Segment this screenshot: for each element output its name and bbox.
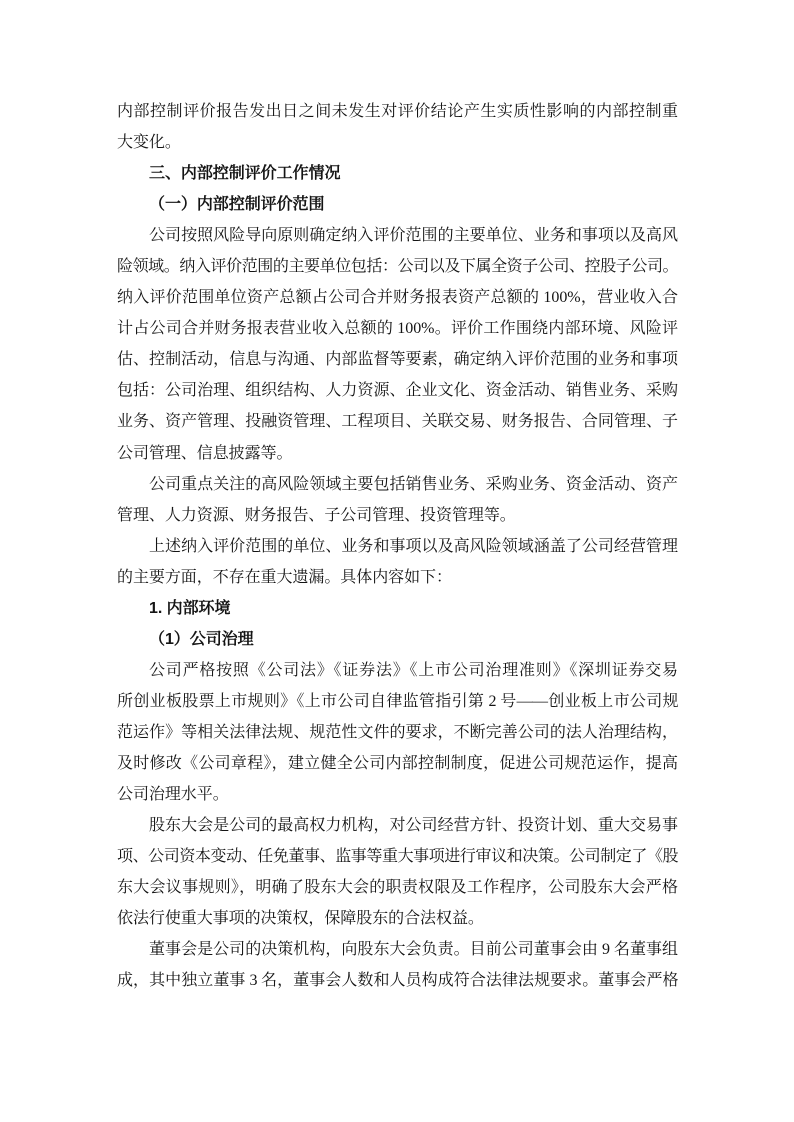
text-line: 上述纳入评价范围的单位、业务和事项以及高风险领域涵盖了公司经营管理: [149, 537, 678, 555]
text-line: 估、控制活动，信息与沟通、内部监督等要素，确定纳入评价范围的业务和事项: [117, 351, 678, 369]
text-line: 公司严格按照《公司法》《证券法》《上市公司治理准则》《深圳证券交易: [149, 661, 678, 679]
text-line: 的主要方面，不存在重大遗漏。具体内容如下：: [117, 568, 452, 586]
heading-line: （1）公司治理: [149, 630, 254, 648]
text-line: 险领域。纳入评价范围的主要单位包括：公司以及下属全资子公司、控股子公司。: [117, 258, 678, 276]
text-line: 公司重点关注的高风险领域主要包括销售业务、采购业务、资金活动、资产: [149, 475, 678, 493]
text-line: 包括：公司治理、组织结构、人力资源、企业文化、资金活动、销售业务、采购: [117, 382, 678, 400]
text-line: 纳入评价范围单位资产总额占公司合并财务报表资产总额的 100%，营业收入合: [117, 289, 678, 307]
text-line: 业务、资产管理、投融资管理、工程项目、关联交易、财务报告、合同管理、子: [117, 413, 678, 431]
text-line: 项、公司资本变动、任免董事、监事等重大事项进行审议和决策。公司制定了《股: [117, 848, 678, 866]
text-line: 计占公司合并财务报表营业收入总额的 100%。评价工作围绕内部环境、风险评: [117, 320, 678, 338]
text-line: 管理、人力资源、财务报告、子公司管理、投资管理等。: [117, 506, 516, 524]
text-line: 东大会议事规则》，明确了股东大会的职责权限及工作程序，公司股东大会严格: [117, 879, 678, 897]
text-line: 股东大会是公司的最高权力机构，对公司经营方针、投资计划、重大交易事: [149, 817, 678, 835]
text-line: 及时修改《公司章程》，建立健全公司内部控制制度，促进公司规范运作，提高: [117, 754, 678, 772]
text-line: 公司按照风险导向原则确定纳入评价范围的主要单位、业务和事项以及高风: [149, 227, 678, 245]
text-line: 成，其中独立董事 3 名，董事会人数和人员构成符合法律法规要求。董事会严格: [117, 972, 678, 990]
heading-line: （一）内部控制评价范围: [149, 196, 325, 214]
text-line: 内部控制评价报告发出日之间未发生对评价结论产生实质性影响的内部控制重: [117, 103, 678, 120]
text-line: 公司治理水平。: [117, 786, 229, 804]
text-line: 董事会是公司的决策机构，向股东大会负责。目前公司董事会由 9 名董事组: [149, 941, 678, 959]
text-line: 范运作》等相关法律法规、规范性文件的要求，不断完善公司的法人治理结构，: [117, 723, 678, 741]
document-body: [117, 96, 678, 996]
text-line: 依法行使重大事项的决策权，保障股东的合法权益。: [117, 910, 484, 928]
text-line: 所创业板股票上市规则》《上市公司自律监管指引第 2 号——创业板上市公司规: [117, 692, 678, 710]
heading-line: 三、内部控制评价工作情况: [149, 165, 341, 183]
text-line: 大变化。: [117, 134, 181, 152]
text-line: 公司管理、信息披露等。: [117, 444, 293, 462]
heading-line: 1. 内部环境: [149, 599, 231, 617]
